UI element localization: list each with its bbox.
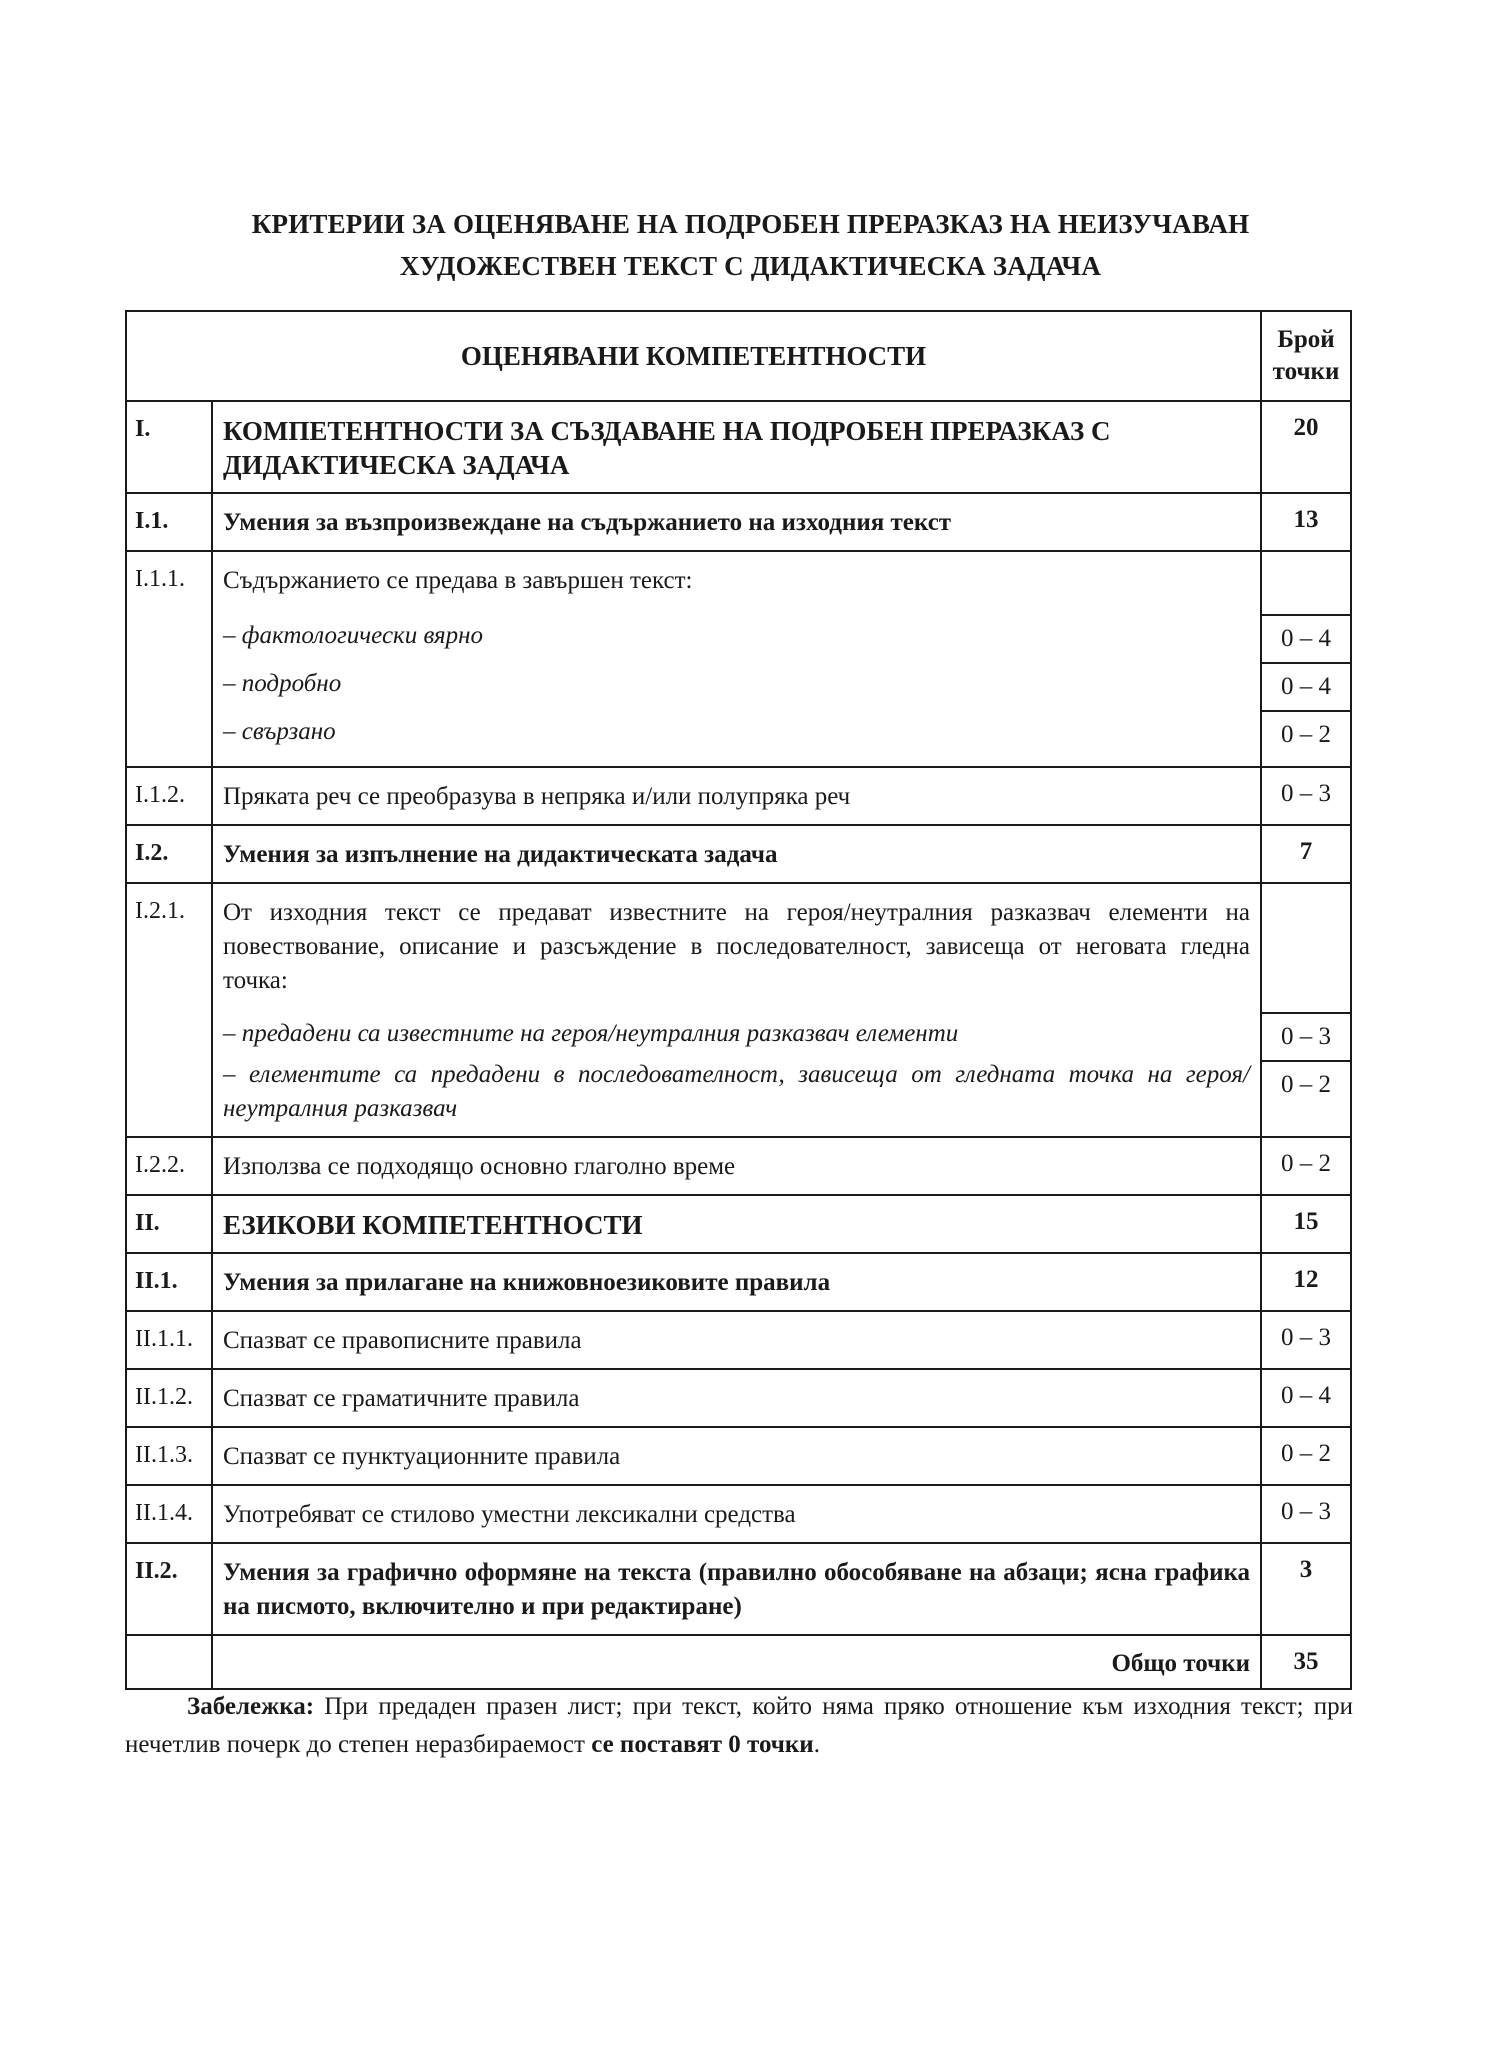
row-text: Употребяват се стилово уместни лексикални средства — [212, 1485, 1261, 1543]
total-empty-cell — [126, 1635, 212, 1689]
document-title — [0, 203, 1501, 287]
total-label: Общо точки — [212, 1635, 1261, 1689]
row-text: Умения за възпроизвеждане на съдържанието на изходния текст — [212, 493, 1261, 551]
row-text: Спазват се пунктуационните правила — [212, 1427, 1261, 1485]
row-number: II.1.4. — [126, 1485, 212, 1543]
row-text: ЕЗИКОВИ КОМПЕТЕНТНОСТИ — [212, 1195, 1261, 1253]
row-points: 0 – 4 — [1261, 1369, 1351, 1427]
total-row — [126, 1635, 1351, 1689]
header-points — [1261, 311, 1351, 401]
row-number: I. — [126, 401, 212, 493]
row-number: I.2.1. — [126, 883, 212, 1137]
table-row — [126, 1369, 1351, 1427]
row-text-group — [212, 551, 1261, 767]
row-number: I.1. — [126, 493, 212, 551]
footnote-emphasis: се поставят 0 точки — [591, 1731, 814, 1758]
table-header-row — [126, 311, 1351, 401]
row-number: II.1.2. — [126, 1369, 212, 1427]
table-row — [126, 767, 1351, 825]
row-number: II.2. — [126, 1543, 212, 1635]
table-row — [126, 1427, 1351, 1485]
row-number: II.1.3. — [126, 1427, 212, 1485]
table-row — [126, 1253, 1351, 1311]
row-points: 0 – 2 — [1261, 1137, 1351, 1195]
footnote — [125, 1688, 1353, 1764]
table-row — [126, 401, 1351, 493]
row-number: II.1. — [126, 1253, 212, 1311]
title-line-1: КРИТЕРИИ ЗА ОЦЕНЯВАНЕ НА ПОДРОБЕН ПРЕРАЗКАЗ НА НЕИЗУЧАВАН — [251, 209, 1250, 239]
header-competencies: ОЦЕНЯВАНИ КОМПЕТЕНТНОСТИ — [126, 311, 1261, 401]
row-text: От изходния текст се предават известните на героя/неутралния разказвач елементи на повествование, описание и разсъждение в последователност, зависеща от неговата гледна точка: — [223, 899, 1250, 994]
criteria-table — [125, 310, 1352, 1690]
row-text-group — [212, 883, 1261, 1137]
footnote-text: При предаден празен лист; при текст, който няма пряко отношение към изходния текст; при нечетлив почерк до степен неразбираемост — [125, 1693, 1353, 1758]
row-text: Спазват се граматичните правила — [212, 1369, 1261, 1427]
sub-points: 0 – 2 — [1262, 710, 1350, 758]
sub-points: 0 – 3 — [1262, 1012, 1350, 1060]
row-text: Умения за изпълнение на дидактическата задача — [212, 825, 1261, 883]
row-points: 0 – 3 — [1261, 1311, 1351, 1369]
row-points: 0 – 3 — [1261, 767, 1351, 825]
row-text: Използва се подходящо основно глаголно време — [212, 1137, 1261, 1195]
footnote-end: . — [813, 1731, 820, 1758]
header-points-line-2: точки — [1272, 358, 1340, 385]
sub-criterion: – фактологически вярно — [223, 622, 484, 649]
sub-criterion: – подробно — [223, 670, 342, 697]
table-row — [126, 1195, 1351, 1253]
header-points-line-1: Брой — [1277, 326, 1335, 353]
row-number: I.2.2. — [126, 1137, 212, 1195]
total-points: 35 — [1261, 1635, 1351, 1689]
row-points: 7 — [1261, 825, 1351, 883]
sub-points: 0 – 4 — [1262, 614, 1350, 662]
row-text: Умения за графично оформяне на текста (правилно обособяване на абзаци; ясна графика на писмото, включително и при редактиране) — [212, 1543, 1261, 1635]
title-line-2: ХУДОЖЕСТВЕН ТЕКСТ С ДИДАКТИЧЕСКА ЗАДАЧА — [399, 251, 1102, 281]
row-points: 20 — [1261, 401, 1351, 493]
row-text: Спазват се правописните правила — [212, 1311, 1261, 1369]
row-number: II.1.1. — [126, 1311, 212, 1369]
table-row — [126, 1137, 1351, 1195]
sub-points-stack — [1261, 883, 1351, 1137]
table-row — [126, 551, 1351, 767]
row-points: 3 — [1261, 1543, 1351, 1635]
sub-criterion: – свързано — [223, 718, 336, 745]
row-text: Умения за прилагане на книжовноезиковите правила — [212, 1253, 1261, 1311]
row-points: 13 — [1261, 493, 1351, 551]
table-row — [126, 1543, 1351, 1635]
table-row — [126, 883, 1351, 1137]
row-points: 0 – 3 — [1261, 1485, 1351, 1543]
table-row — [126, 1311, 1351, 1369]
row-number: II. — [126, 1195, 212, 1253]
footnote-label: Забележка: — [187, 1693, 315, 1720]
row-text: Съдържанието се предава в завършен текст: — [223, 567, 693, 594]
sub-points-stack — [1261, 551, 1351, 767]
row-text: Пряката реч се преобразува в непряка и/или полупряка реч — [212, 767, 1261, 825]
row-number: I.1.2. — [126, 767, 212, 825]
row-points: 15 — [1261, 1195, 1351, 1253]
sub-points: 0 – 4 — [1262, 662, 1350, 710]
row-points: 0 – 2 — [1261, 1427, 1351, 1485]
table-row — [126, 1485, 1351, 1543]
row-number: I.2. — [126, 825, 212, 883]
table-row — [126, 825, 1351, 883]
row-points: 12 — [1261, 1253, 1351, 1311]
sub-criterion: – предадени са известните на героя/неутралния разказвач елементи — [223, 1020, 959, 1047]
table-row — [126, 493, 1351, 551]
sub-points: 0 – 2 — [1262, 1060, 1350, 1134]
sub-criterion: – елементите са предадени в последователност, зависеща от гледната точка на героя/неутралния разказвач — [223, 1061, 1250, 1122]
row-number: I.1.1. — [126, 551, 212, 767]
row-text: КОМПЕТЕНТНОСТИ ЗА СЪЗДАВАНЕ НА ПОДРОБЕН ПРЕРАЗКАЗ С ДИДАКТИЧЕСКА ЗАДАЧА — [212, 401, 1261, 493]
